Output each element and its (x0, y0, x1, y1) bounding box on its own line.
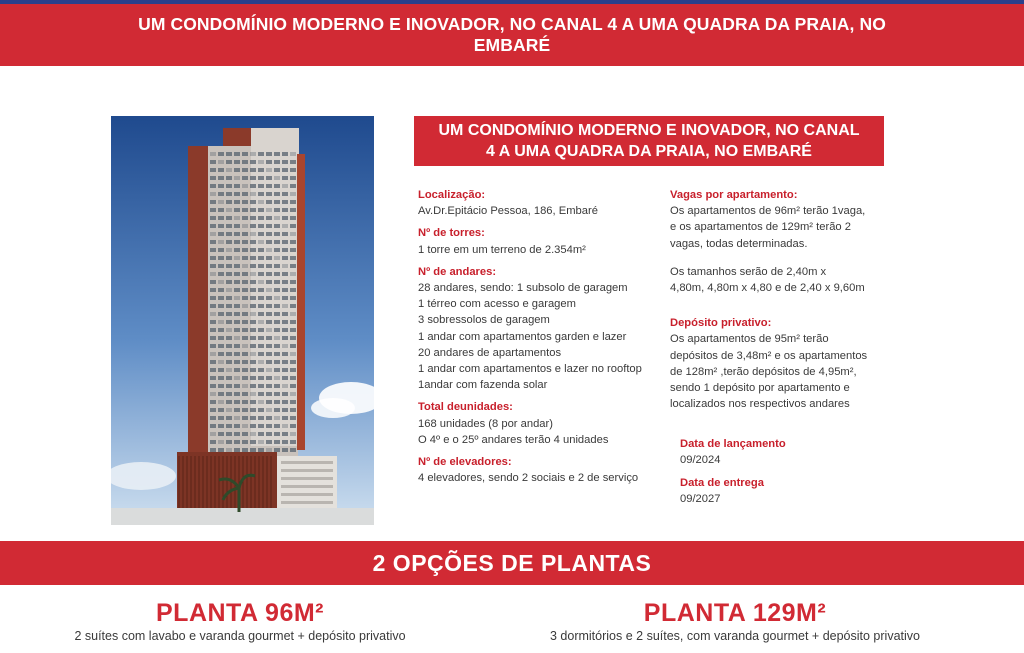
floorplans-banner (0, 541, 1024, 585)
floorplan-129-title: PLANTA 129M² (643, 599, 827, 627)
details-left-column (418, 187, 663, 486)
parking-sizes-line: 4,80m, 4,80m x 4,80 e de 2,40 x 9,60m (670, 282, 865, 295)
storage-line: de 128m² ,terão depósitos de 4,95m², (670, 365, 857, 378)
parking-sizes-line: Os tamanhos serão de 2,40m x (670, 265, 827, 278)
units-line: 168 unidades (8 por andar) (418, 417, 553, 430)
info-title: UM CONDOMÍNIO MODERNO E INOVADOR, NO CANAL 4 A UMA QUADRA DA PRAIA, NO EMBARÉ (438, 122, 860, 160)
floorplan-129-description: 3 dormitórios e 2 suítes, com varanda gourmet + depósito privativo (550, 629, 920, 643)
header-banner (0, 4, 1024, 66)
parking-line: e os apartamentos de 129m² terão 2 (670, 221, 851, 234)
units-line: O 4º e o 25º andares terão 4 unidades (418, 433, 609, 446)
details-right-column (670, 187, 890, 412)
info-title-box (414, 116, 884, 166)
parking-label: Vagas por apartamento: (670, 189, 798, 201)
floors-line: 1 térreo com acesso e garagem (418, 298, 576, 311)
floors-line: 3 sobressolos de garagem (418, 314, 550, 327)
delivery-date-label: Data de entrega (680, 477, 764, 489)
parking-line: vagas, todas determinadas. (670, 237, 808, 250)
floorplan-129 (505, 599, 965, 644)
storage-line: Os apartamentos de 95m² terão (670, 333, 829, 346)
floorplan-96-description: 2 suítes com lavabo e varanda gourmet + depósito privativo (74, 629, 406, 643)
parking-line: Os apartamentos de 96m² terão 1vaga, (670, 205, 866, 218)
elevators-value: 4 elevadores, sendo 2 sociais e 2 de serviço (418, 472, 639, 485)
storage-label: Depósito privativo: (670, 317, 772, 330)
floors-line: 1andar com fazenda solar (418, 379, 548, 392)
storage-line: localizados nos respectivos andares (670, 398, 850, 411)
floors-line: 1 andar com apartamentos garden e lazer (418, 330, 627, 343)
launch-date-value: 09/2024 (680, 454, 721, 466)
launch-date-label: Data de lançamento (680, 438, 786, 450)
floors-line: 20 andares de apartamentos (418, 346, 562, 359)
location-value: Av.Dr.Epitácio Pessoa, 186, Embaré (418, 205, 598, 218)
floors-label: Nº de andares: (418, 265, 497, 278)
units-label: Total deunidades: (418, 401, 513, 414)
floorplan-96-title: PLANTA 96M² (156, 599, 324, 627)
delivery-date-value: 09/2027 (680, 493, 721, 505)
floors-line: 28 andares, sendo: 1 subsolo de garagem (418, 282, 628, 295)
floorplan-96 (20, 599, 460, 644)
storage-line: sendo 1 depósito por apartamento e (670, 382, 850, 395)
elevators-label: Nº de elevadores: (418, 456, 512, 469)
floors-line: 1 andar com apartamentos e lazer no rooftop (418, 363, 642, 376)
towers-label: Nº de torres: (418, 227, 485, 240)
dates-block (680, 436, 880, 507)
floorplans-banner-title: 2 OPÇÕES DE PLANTAS (372, 549, 652, 576)
storage-line: depósitos de 3,48m² e os apartamentos (670, 349, 868, 362)
building-render-image (111, 116, 374, 525)
towers-value: 1 torre em um terreno de 2.354m² (418, 243, 586, 256)
header-title: UM CONDOMÍNIO MODERNO E INOVADOR, NO CANAL 4 A UMA QUADRA DA PRAIA, NO EMBARÉ (138, 14, 886, 55)
location-label: Localização: (418, 189, 486, 201)
